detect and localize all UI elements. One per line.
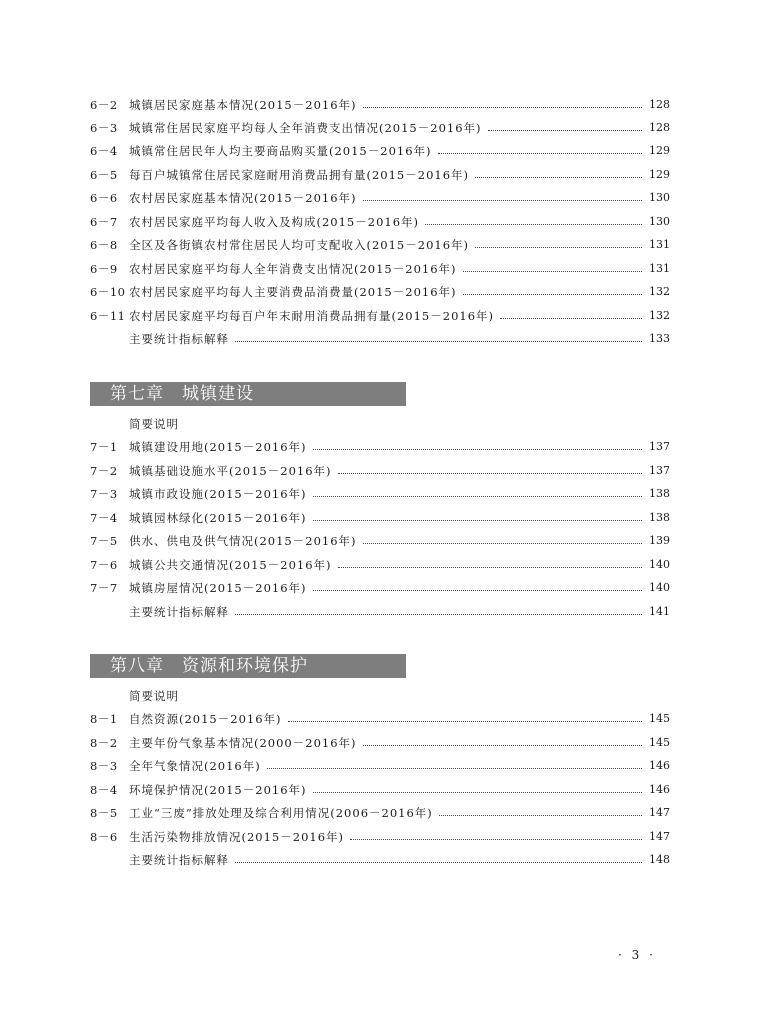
toc-entry[interactable] [90,850,670,870]
toc-entry[interactable] [90,259,670,279]
leader-dots [235,861,642,863]
toc-entry[interactable] [90,508,670,528]
entry-page: 132 [649,309,670,322]
entry-page: 145 [649,712,670,725]
entry-title: 环境保护情况(2015－2016年) [129,783,307,797]
entry-page: 145 [649,736,670,749]
leader-dots [475,176,642,178]
leader-dots [363,744,642,746]
entry-title: 供水、供电及供气情况(2015－2016年) [129,534,357,548]
entry-page: 141 [649,605,670,618]
toc-entry[interactable] [90,118,670,138]
entry-page: 128 [649,98,670,111]
toc-entry[interactable] [90,780,670,800]
chapter-8-intro[interactable]: 简要说明 [129,689,179,703]
entry-page: 138 [649,511,670,524]
entry-number: 6－3 [90,121,118,135]
entry-page: 129 [649,168,670,181]
entry-title: 农村居民家庭平均每人收入及构成(2015－2016年) [129,215,420,229]
toc-entry[interactable] [90,484,670,504]
toc-entry[interactable] [90,437,670,457]
leader-dots [288,720,642,722]
toc-entry[interactable] [90,578,670,598]
entry-page: 148 [649,853,670,866]
toc-entry[interactable] [90,827,670,847]
entry-number: 8－6 [90,830,118,844]
entry-page: 147 [649,806,670,819]
entry-page: 138 [649,487,670,500]
entry-page: 131 [649,262,670,275]
leader-dots [235,340,642,342]
page-number: · 3 · [618,948,656,962]
entry-title: 城镇市政设施(2015－2016年) [129,487,307,501]
entry-title: 主要统计指标解释 [129,605,229,619]
toc-entry[interactable] [90,756,670,776]
toc-entry[interactable] [90,165,670,185]
toc-entry[interactable] [90,235,670,255]
toc-entry[interactable] [90,602,670,622]
entry-number: 8－3 [90,759,118,773]
leader-dots [313,519,642,521]
toc-entry[interactable] [90,555,670,575]
entry-page: 130 [649,191,670,204]
toc-entry[interactable] [90,733,670,753]
entry-title: 农村居民家庭平均每百户年末耐用消费品拥有量(2015－2016年) [129,309,495,323]
leader-dots [463,270,642,272]
leader-dots [438,152,642,154]
entry-number: 6－2 [90,98,118,112]
entry-number: 7－3 [90,487,118,501]
entry-page: 129 [649,144,670,157]
toc-entry[interactable] [90,531,670,551]
entry-number: 6－9 [90,262,118,276]
toc-entry[interactable] [90,282,670,302]
toc-entry[interactable] [90,461,670,481]
entry-number: 8－1 [90,712,118,726]
entry-title: 工业“三废”排放处理及综合利用情况(2006－2016年) [129,806,433,820]
leader-dots [338,472,642,474]
chapter-number: 第八章 [110,656,164,676]
entry-page: 137 [649,464,670,477]
entry-title: 城镇常住居民年人均主要商品购买量(2015－2016年) [129,144,432,158]
leader-dots [338,566,642,568]
leader-dots [313,495,642,497]
chapter-7-intro[interactable]: 简要说明 [129,417,179,431]
entry-page: 132 [649,285,670,298]
leader-dots [500,317,642,319]
entry-number: 7－1 [90,440,118,454]
leader-dots [235,613,642,615]
entry-number: 6－11 [90,309,126,323]
leader-dots [350,838,642,840]
entry-page: 133 [649,332,670,345]
chapter-7-heading[interactable] [90,382,406,406]
entry-page: 137 [649,440,670,453]
entry-title: 城镇公共交通情况(2015－2016年) [129,558,332,572]
entry-number: 6－8 [90,238,118,252]
entry-title: 城镇园林绿化(2015－2016年) [129,511,307,525]
entry-title: 城镇房屋情况(2015－2016年) [129,581,307,595]
leader-dots [463,293,642,295]
toc-entry[interactable] [90,803,670,823]
entry-title: 每百户城镇常住居民家庭耐用消费品拥有量(2015－2016年) [129,168,470,182]
leader-dots [475,246,642,248]
entry-page: 128 [649,121,670,134]
toc-entry[interactable] [90,188,670,208]
entry-title: 农村居民家庭平均每人全年消费支出情况(2015－2016年) [129,262,457,276]
entry-title: 农村居民家庭基本情况(2015－2016年) [129,191,357,205]
toc-entry[interactable] [90,329,670,349]
entry-number: 6－10 [90,285,126,299]
leader-dots [363,542,642,544]
entry-number: 7－5 [90,534,118,548]
entry-title: 城镇建设用地(2015－2016年) [129,440,307,454]
entry-title: 生活污染物排放情况(2015－2016年) [129,830,345,844]
toc-entry[interactable] [90,95,670,115]
entry-number: 7－7 [90,581,118,595]
entry-title: 农村居民家庭平均每人主要消费品消费量(2015－2016年) [129,285,457,299]
entry-number: 6－6 [90,191,118,205]
entry-number: 6－4 [90,144,118,158]
chapter-name: 城镇建设 [182,384,254,404]
entry-title: 主要年份气象基本情况(2000－2016年) [129,736,357,750]
entry-page: 131 [649,238,670,251]
leader-dots [439,814,642,816]
entry-number: 7－6 [90,558,118,572]
entry-number: 7－2 [90,464,118,478]
leader-dots [425,223,642,225]
entry-page: 140 [649,558,670,571]
entry-number: 8－5 [90,806,118,820]
entry-page: 146 [649,783,670,796]
chapter-8-heading[interactable] [90,654,406,678]
entry-title: 主要统计指标解释 [129,853,229,867]
entry-page: 130 [649,215,670,228]
leader-dots [313,589,642,591]
entry-title: 全区及各街镇农村常住居民人均可支配收入(2015－2016年) [129,238,470,252]
chapter-number: 第七章 [110,384,164,404]
entry-number: 8－2 [90,736,118,750]
entry-page: 146 [649,759,670,772]
entry-title: 自然资源(2015－2016年) [129,712,282,726]
entry-number: 7－4 [90,511,118,525]
entry-title: 城镇基础设施水平(2015－2016年) [129,464,332,478]
entry-number: 8－4 [90,783,118,797]
leader-dots [313,791,642,793]
leader-dots [363,106,642,108]
entry-title: 城镇居民家庭基本情况(2015－2016年) [129,98,357,112]
toc-entry[interactable] [90,306,670,326]
chapter-name: 资源和环境保护 [182,656,308,676]
toc-entry[interactable] [90,141,670,161]
toc-entry[interactable] [90,212,670,232]
entry-number: 6－5 [90,168,118,182]
leader-dots [488,129,642,131]
leader-dots [363,199,642,201]
entry-title: 城镇常住居民家庭平均每人全年消费支出情况(2015－2016年) [129,121,482,135]
toc-entry[interactable] [90,709,670,729]
entry-page: 147 [649,830,670,843]
leader-dots [313,448,642,450]
leader-dots [267,767,642,769]
entry-page: 139 [649,534,670,547]
entry-number: 6－7 [90,215,118,229]
entry-title: 主要统计指标解释 [129,332,229,346]
entry-page: 140 [649,581,670,594]
entry-title: 全年气象情况(2016年) [129,759,261,773]
